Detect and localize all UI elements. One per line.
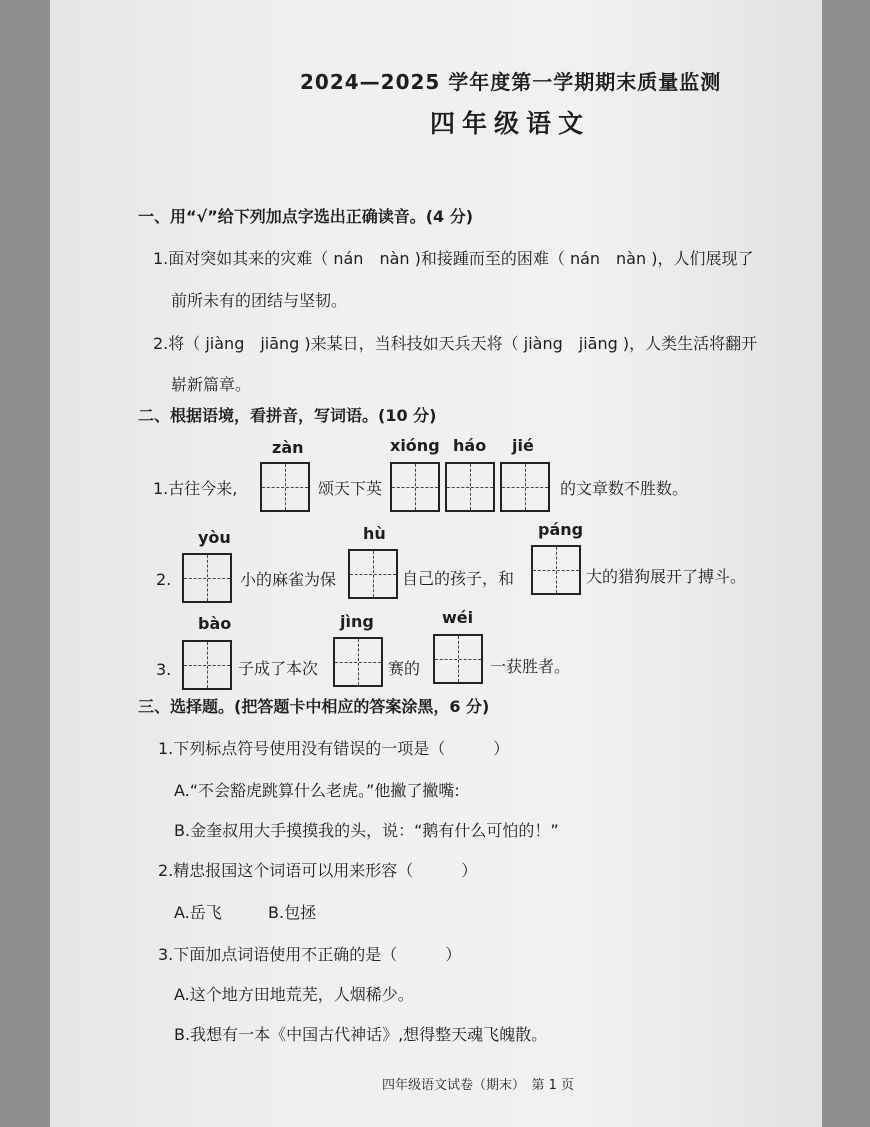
section2-heading: 二、根据语境，看拼音，写词语。(10 分)	[138, 406, 437, 425]
writing-box-you[interactable]	[182, 553, 232, 603]
s2-r1-label: 1.古往今来,	[153, 479, 238, 498]
s3-q3-option-b: B.我想有一本《中国古代神话》,想得整天魂飞魄散。	[174, 1025, 548, 1044]
writing-box-zan[interactable]	[260, 462, 310, 512]
writing-box-xiong[interactable]	[390, 462, 440, 512]
s3-q2-option-a: A.岳飞	[174, 903, 222, 922]
subject-title: 四年级语文	[430, 109, 591, 138]
s2-r3-t1: 子成了本次	[238, 659, 319, 678]
s3-q1-option-a: A.“不会豁虎跳算什么老虎。”他撇了撇嘴:	[174, 781, 460, 800]
pinyin-zan: zàn	[272, 438, 304, 457]
writing-box-jing[interactable]	[333, 637, 383, 687]
exam-paper	[50, 0, 822, 1127]
pinyin-xiong: xióng	[390, 436, 440, 455]
writing-box-hao[interactable]	[445, 462, 495, 512]
writing-box-bao[interactable]	[182, 640, 232, 690]
pinyin-bao: bào	[198, 614, 232, 633]
s2-r1-tail: 的文章数不胜数。	[560, 479, 689, 498]
s1-q1-line2: 前所未有的团结与坚韧。	[171, 291, 348, 310]
s2-r3-label: 3.	[156, 660, 172, 679]
exam-title: 2024—2025 学年度第一学期期末质量监测	[300, 70, 722, 94]
s3-q1: 1.下列标点符号使用没有错误的一项是（ ）	[158, 739, 510, 758]
pinyin-hao: háo	[453, 436, 487, 455]
s2-r2-t1: 小的麻雀为保	[240, 570, 337, 589]
s3-q2-option-b: B.包拯	[268, 903, 317, 922]
s2-r3-t2: 赛的	[388, 659, 421, 678]
writing-box-pang[interactable]	[531, 545, 581, 595]
s1-q1-line1: 1.面对突如其来的灾难（ nán nàn )和接踵而至的困难（ nán nàn )，人们展现了	[153, 249, 754, 268]
s1-q2-line2: 崭新篇章。	[171, 375, 252, 394]
pinyin-wei: wéi	[442, 608, 474, 627]
s3-q3-option-a: A.这个地方田地荒芜，人烟稀少。	[174, 985, 414, 1004]
s2-r3-t3: 一获胜者。	[490, 657, 571, 676]
s3-q1-option-b: B.金奎叔用大手摸摸我的头，说：“鹅有什么可怕的！”	[174, 821, 559, 840]
s3-q3: 3.下面加点词语使用不正确的是（ ）	[158, 945, 462, 964]
s2-r1-mid: 颂天下英	[318, 479, 383, 498]
pinyin-jing: jìng	[340, 612, 374, 631]
section3-heading: 三、选择题。(把答题卡中相应的答案涂黑，6 分)	[138, 697, 490, 716]
s1-q2-line1: 2.将（ jiàng jiāng )来某日，当科技如天兵天将（ jiàng jiāng )，人类生活将翻开	[153, 334, 758, 353]
writing-box-wei[interactable]	[433, 634, 483, 684]
pinyin-you: yòu	[198, 528, 231, 547]
pinyin-jie: jié	[512, 436, 534, 455]
s3-q2: 2.精忠报国这个词语可以用来形容（ ）	[158, 861, 478, 880]
pinyin-pang: páng	[538, 520, 584, 539]
s2-r2-label: 2.	[156, 570, 172, 589]
s2-r2-t2: 自己的孩子，和	[402, 569, 515, 588]
section1-heading: 一、用“√”给下列加点字选出正确读音。(4 分)	[138, 207, 474, 226]
writing-box-jie[interactable]	[500, 462, 550, 512]
page-footer: 四年级语文试卷（期末） 第 1 页	[382, 1078, 575, 1093]
pinyin-hu: hù	[363, 524, 386, 543]
writing-box-hu[interactable]	[348, 549, 398, 599]
s2-r2-t3: 大的猎狗展开了搏斗。	[586, 567, 747, 586]
